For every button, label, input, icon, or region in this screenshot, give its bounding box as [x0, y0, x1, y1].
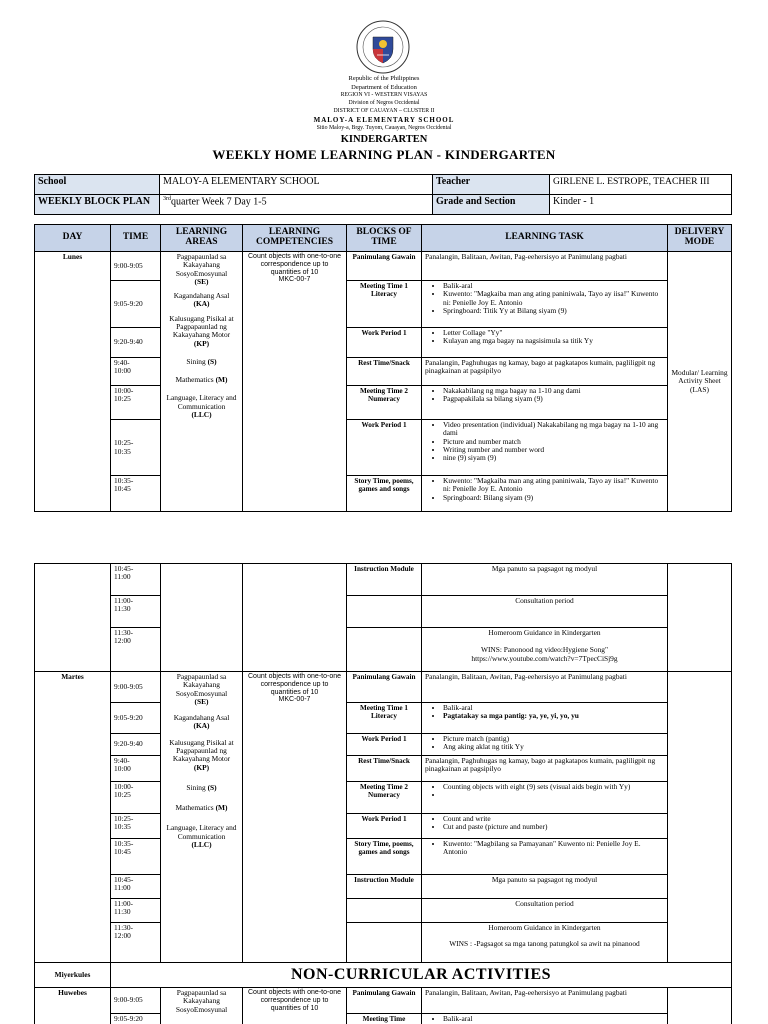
block-cell: Meeting Time 1 Literacy — [347, 281, 422, 328]
task-cell: Consultation period — [422, 596, 668, 628]
time-cell: 10:25- 10:35 — [111, 814, 161, 839]
grade-label: Grade and Section — [433, 195, 550, 215]
time-cell: 11:00- 11:30 — [111, 596, 161, 628]
task-cell: Panalangin, Balitaan, Awitan, Pag-eehersisyo at Panimulang pagbati — [422, 988, 668, 1014]
task-item — [443, 791, 664, 799]
block-cell: Work Period 1 — [347, 328, 422, 358]
task-cell — [422, 1014, 668, 1024]
task-item: • nine (9) siyam (9) — [443, 454, 664, 462]
area-ka: Kagandahang Asal — [173, 291, 230, 301]
area-ka: Kagandahang Asal — [173, 713, 230, 723]
task-item: • Balik-aral — [443, 704, 664, 712]
non-curricular-banner: NON-CURRICULAR ACTIVITIES — [111, 963, 732, 988]
school-label: School — [35, 175, 160, 195]
homeroom-text: Homeroom Guidance in Kindergarten — [488, 628, 601, 637]
task-cell: Consultation period — [422, 899, 668, 923]
task-cell: Panalangin, Balitaan, Awitan, Pag-eehersisyo at Panimulang pagbati — [422, 252, 668, 281]
area-se: Pagpapaunlad sa Kakayahang SosyoEmosyunal — [175, 988, 228, 1014]
time-cell: 9:05-9:20 — [111, 281, 161, 328]
block-cell: Panimulang Gawain — [347, 672, 422, 703]
learning-areas — [161, 672, 243, 963]
time-cell: 11:30- 12:00 — [111, 628, 161, 672]
area-kp: Kalusugang Pisikal at Pagpapaunlad ng Kakayahang Motor — [169, 737, 234, 764]
time-cell: 10:25- 10:35 — [111, 420, 161, 476]
task-item: • Picture and number match — [443, 438, 664, 446]
region-line: REGION VI - WESTERN VISAYAS — [340, 92, 428, 98]
area-ka-code: (KA) — [193, 299, 210, 309]
delivery-empty — [668, 564, 732, 672]
block-empty — [347, 923, 422, 963]
task-cell: Mga panuto sa pagsagot ng modyul — [422, 875, 668, 899]
day-lunes: Lunes — [35, 252, 111, 512]
area-m: Mathematics — [175, 803, 214, 813]
quarter-sup: 3rd — [163, 196, 171, 202]
competency-code: MKC-00-7 — [278, 276, 311, 284]
task-cell — [422, 281, 668, 328]
block-cell: Meeting Time — [347, 1014, 422, 1024]
time-cell: 10:45- 11:00 — [111, 875, 161, 899]
plan-table-continued — [34, 563, 732, 1024]
area-kp-code: (KP) — [193, 762, 210, 772]
time-cell: 9:00-9:05 — [111, 988, 161, 1014]
area-s-code: (S) — [207, 782, 217, 792]
area-se: Pagpapaunlad sa Kakayahang SosyoEmosyunal — [175, 672, 228, 698]
task-item: • Springboard: Bilang siyam (9) — [443, 494, 664, 502]
plan-table-lunes — [34, 224, 732, 512]
competency-text: Count objects with one-to-one correspondence up to quantities of 10 — [248, 989, 341, 1012]
time-cell: 9:40- 10:00 — [111, 358, 161, 386]
task-item: • Cut and paste (picture and number) — [443, 823, 664, 831]
task-item: • Pagpapakilala sa bilang siyam (9) — [443, 395, 664, 403]
school-line: MALOY-A ELEMENTARY SCHOOL — [313, 116, 455, 124]
competency-code: MKC-00-7 — [278, 696, 311, 704]
task-item: • Kulayan ang mga bagay na nagsisimula sa titik Yy — [443, 337, 664, 345]
grade-value: Kinder - 1 — [550, 195, 732, 215]
deped-seal-icon — [356, 20, 410, 74]
block-cell: Work Period 1 — [347, 814, 422, 839]
time-cell: 9:40- 10:00 — [111, 756, 161, 782]
block-plan-label: WEEKLY BLOCK PLAN — [35, 195, 160, 215]
video-link[interactable]: https://www.youtube.com/watch?v=7TpecCiSj9g — [471, 653, 618, 663]
department-line: Department of Education — [351, 84, 417, 91]
task-cell: Mga panuto sa pagsagot ng modyul — [422, 564, 668, 596]
block-empty — [347, 899, 422, 923]
col-day: DAY — [35, 225, 111, 252]
block-cell: Meeting Time 1 Literacy — [347, 703, 422, 734]
kindergarten-heading: KINDERGARTEN — [340, 134, 428, 145]
quarter-text: quarter Week 7 Day 1-5 — [171, 196, 267, 208]
wins-text: WINS: Panonood ng video:Hygiene Song" — [480, 645, 608, 655]
area-kp-code: (KP) — [193, 338, 210, 348]
competency-text: Count objects with one-to-one correspondence up to quantities of 10 — [248, 253, 341, 276]
area-llc: Language, Literacy and Communication — [166, 823, 237, 841]
learning-areas — [161, 252, 243, 512]
block-cell: Work Period 1 — [347, 734, 422, 756]
task-cell — [422, 476, 668, 512]
time-cell: 11:30- 12:00 — [111, 923, 161, 963]
day-martes: Martes — [35, 672, 111, 963]
block-cell: Story Time, poems, games and songs — [347, 476, 422, 512]
competency-cell — [243, 672, 347, 963]
task-cell — [422, 734, 668, 756]
block-plan-value — [160, 195, 433, 215]
block-cell: Meeting Time 2 Numeracy — [347, 782, 422, 814]
task-cell — [422, 839, 668, 875]
task-cell — [422, 386, 668, 420]
task-item: • Kuwento: "Magkaiba man ang ating paniniwala, Tayo ay iisa!" Kuwento ni: Penielle Joy E. Antonio — [443, 290, 664, 307]
area-m-code: (M) — [215, 375, 228, 385]
block-empty — [347, 628, 422, 672]
task-cell: Panalangin, Paghuhugas ng kamay, bago at pagkatapos kumain, pagliligpit ng pinagkainan at pagsipilyo — [422, 358, 668, 386]
task-cell: Panalangin, Balitaan, Awitan, Pag-eehersisyo at Panimulang pagbati — [422, 672, 668, 703]
task-item: • Nakakabilang ng mga bagay na 1-10 ang dami — [443, 387, 664, 395]
time-cell: 10:00- 10:25 — [111, 386, 161, 420]
time-cell: 9:00-9:05 — [111, 252, 161, 281]
time-cell: 9:20-9:40 — [111, 328, 161, 358]
area-ka-code: (KA) — [193, 721, 210, 731]
time-cell: 9:00-9:05 — [111, 672, 161, 703]
area-s-code: (S) — [207, 356, 217, 366]
day-miyerkules: Miyerkules — [35, 963, 111, 988]
task-item: • Ang aking aklat ng titik Yy — [443, 743, 664, 751]
area-kp: Kalusugang Pisikal at Pagpapaunlad ng Kakayahang Motor — [169, 313, 234, 340]
learning-areas — [161, 988, 243, 1024]
time-cell: 10:35- 10:45 — [111, 839, 161, 875]
block-cell: Instruction Module — [347, 875, 422, 899]
task-cell — [422, 923, 668, 963]
address-line: Sitio Maloy-a, Brgy. Tuyom, Cauayan, Negros Occidental — [316, 125, 452, 131]
delivery-empty — [668, 672, 732, 963]
area-s: Sining — [186, 356, 206, 366]
competency-text: Count objects with one-to-one correspondence up to quantities of 10 — [248, 673, 341, 696]
info-table — [34, 174, 732, 215]
block-empty — [347, 596, 422, 628]
block-cell: Meeting Time 2 Numeracy — [347, 386, 422, 420]
task-item: • Count and write — [443, 815, 664, 823]
block-cell: Instruction Module — [347, 564, 422, 596]
task-item: • Springboard: Titik Yy at Bilang siyam (9) — [443, 307, 664, 315]
task-cell — [422, 703, 668, 734]
competency-empty — [243, 564, 347, 672]
col-time: TIME — [111, 225, 161, 252]
task-cell — [422, 420, 668, 476]
col-delivery: DELIVERY MODE — [668, 225, 732, 252]
area-se: Pagpapaunlad sa Kakayahang SosyoEmosyunal — [175, 252, 228, 278]
delivery-mode: Modular/ Learning Activity Sheet (LAS) — [668, 252, 732, 512]
area-m: Mathematics — [175, 375, 214, 385]
time-cell: 10:45- 11:00 — [111, 564, 161, 596]
time-cell: 9:05-9:20 — [111, 1014, 161, 1024]
time-cell: 9:20-9:40 — [111, 734, 161, 756]
area-m-code: (M) — [215, 803, 228, 813]
time-cell: 9:05-9:20 — [111, 703, 161, 734]
area-llc-code: (LLC) — [191, 839, 212, 849]
block-cell: Rest Time/Snack — [347, 358, 422, 386]
task-item: • Balik-aral — [443, 282, 664, 290]
task-item: • Counting objects with eight (9) sets (visual aids begin with Yy) — [443, 783, 664, 791]
col-task: LEARNING TASK — [422, 225, 668, 252]
task-item: • Letter Collage "Yy" — [443, 329, 664, 337]
competency-cell — [243, 252, 347, 512]
task-item: • Writing number and number word — [443, 446, 664, 454]
task-item: • Balik-aral — [443, 1015, 664, 1023]
block-cell: Rest Time/Snack — [347, 756, 422, 782]
division-line: Division of Negros Occidental — [348, 100, 420, 106]
day-empty — [35, 564, 111, 672]
task-item: • Pagtatakay sa mga pantig: ya, ye, yi, yo, yu — [443, 712, 664, 720]
competency-cell — [243, 988, 347, 1024]
homeroom-text: Homeroom Guidance in Kindergarten — [488, 923, 601, 932]
block-cell: Panimulang Gawain — [347, 252, 422, 281]
teacher-value: GIRLENE L. ESTROPE, TEACHER III — [550, 175, 732, 195]
republic-line: Republic of the Philippines — [348, 75, 420, 82]
time-cell: 10:00- 10:25 — [111, 782, 161, 814]
block-cell: Work Period 1 — [347, 420, 422, 476]
task-item: • Kuwento: "Magbilang sa Pamayanan" Kuwento ni: Penielle Joy E. Antonio — [443, 840, 664, 857]
area-llc: Language, Literacy and Communication — [166, 393, 237, 411]
district-line: DISTRICT OF CAUAYAN – CLUSTER II — [333, 108, 435, 114]
task-item: • Picture match (pantig) — [443, 735, 664, 743]
area-se-code: (SE) — [194, 276, 209, 286]
area-llc-code: (LLC) — [191, 409, 212, 419]
area-se-code: (SE) — [194, 696, 209, 706]
time-cell: 10:35- 10:45 — [111, 476, 161, 512]
school-value: MALOY-A ELEMENTARY SCHOOL — [160, 175, 433, 195]
task-cell — [422, 814, 668, 839]
delivery-empty — [668, 988, 732, 1024]
block-cell: Panimulang Gawain — [347, 988, 422, 1014]
task-item: • Video presentation (individual) Nakakabilang ng mga bagay na 1-10 ang dami — [443, 421, 664, 438]
area-s: Sining — [186, 782, 206, 792]
time-cell: 11:00- 11:30 — [111, 899, 161, 923]
col-competencies: LEARNING COMPETENCIES — [243, 225, 347, 252]
task-cell — [422, 628, 668, 672]
areas-empty — [161, 564, 243, 672]
task-cell — [422, 328, 668, 358]
task-cell — [422, 782, 668, 814]
day-huwebes: Huwebes — [35, 988, 111, 1024]
task-item: • Kuwento: "Magkaiba man ang ating paniniwala, Tayo ay iisa!" Kuwento ni: Penielle Joy E. Antonio — [443, 477, 664, 494]
task-cell: Panalangin, Paghuhugas ng kamay, bago at pagkatapos kumain, pagliligpit ng pinagkainan at pagsipilyo — [422, 756, 668, 782]
col-areas: LEARNING AREAS — [161, 225, 243, 252]
wins-text: WINS : -Pagsagot sa mga tanong patungkol sa awit na pinanood — [449, 939, 640, 949]
page-title: WEEKLY HOME LEARNING PLAN - KINDERGARTEN — [212, 147, 556, 162]
col-blocks: BLOCKS OF TIME — [347, 225, 422, 252]
block-cell: Story Time, poems, games and songs — [347, 839, 422, 875]
teacher-label: Teacher — [433, 175, 550, 195]
